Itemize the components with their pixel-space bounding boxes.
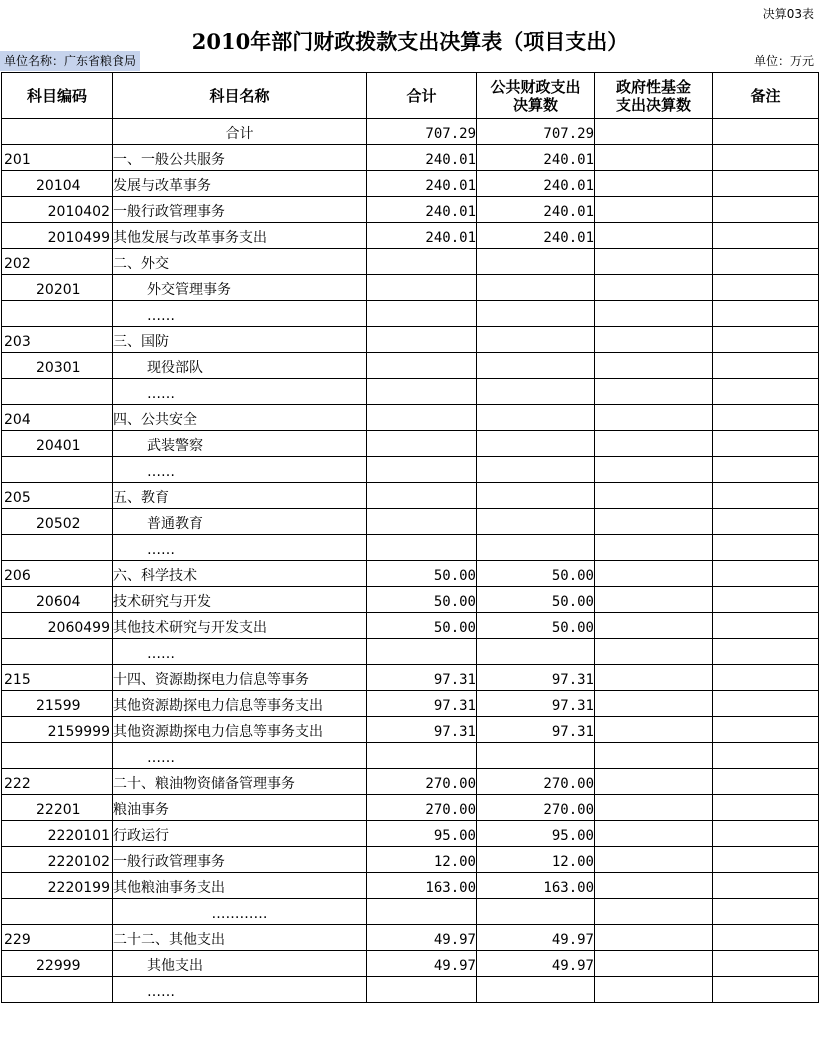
cell-total[interactable]	[367, 743, 477, 769]
header-code[interactable]: 科目编码	[2, 73, 113, 119]
header-public-expenditure[interactable]	[477, 73, 595, 119]
cell-remark[interactable]	[713, 145, 819, 171]
cell-public-expenditure[interactable]	[477, 301, 595, 327]
cell-total[interactable]	[367, 327, 477, 353]
cell-code[interactable]: 20604	[2, 587, 113, 613]
cell-total[interactable]	[367, 301, 477, 327]
table-row	[2, 717, 819, 743]
cell-code[interactable]	[2, 743, 113, 769]
cell-public-expenditure[interactable]: 270.00	[477, 795, 595, 821]
cell-public-expenditure[interactable]: 707.29	[477, 119, 595, 145]
cell-fund-expenditure[interactable]	[595, 353, 713, 379]
cell-total[interactable]	[367, 483, 477, 509]
cell-code[interactable]: 206	[2, 561, 113, 587]
cell-remark[interactable]	[713, 795, 819, 821]
cell-remark[interactable]	[713, 197, 819, 223]
cell-public-expenditure[interactable]: 49.97	[477, 951, 595, 977]
cell-remark[interactable]	[713, 873, 819, 899]
cell-code[interactable]	[2, 301, 113, 327]
cell-fund-expenditure[interactable]	[595, 977, 713, 1003]
cell-name[interactable]: …………	[113, 899, 367, 925]
cell-public-expenditure[interactable]: 240.01	[477, 145, 595, 171]
cell-public-expenditure[interactable]: 49.97	[477, 925, 595, 951]
cell-public-expenditure[interactable]	[477, 457, 595, 483]
cell-fund-expenditure[interactable]	[595, 483, 713, 509]
cell-total[interactable]: 240.01	[367, 223, 477, 249]
cell-code[interactable]: 2220101	[2, 821, 113, 847]
table-row	[2, 587, 819, 613]
cell-remark[interactable]	[713, 951, 819, 977]
cell-public-expenditure[interactable]: 12.00	[477, 847, 595, 873]
cell-code[interactable]	[2, 899, 113, 925]
cell-public-expenditure[interactable]: 240.01	[477, 171, 595, 197]
cell-public-expenditure[interactable]: 97.31	[477, 691, 595, 717]
cell-name[interactable]: 武装警察	[113, 431, 367, 457]
cell-code[interactable]: 21599	[2, 691, 113, 717]
cell-fund-expenditure[interactable]	[595, 301, 713, 327]
cell-code[interactable]: 2159999	[2, 717, 113, 743]
cell-remark[interactable]	[713, 249, 819, 275]
cell-name[interactable]: 发展与改革事务	[113, 171, 367, 197]
cell-code[interactable]: 22201	[2, 795, 113, 821]
cell-public-expenditure[interactable]	[477, 275, 595, 301]
cell-remark[interactable]	[713, 301, 819, 327]
cell-fund-expenditure[interactable]	[595, 275, 713, 301]
table-row	[2, 665, 819, 691]
cell-total[interactable]	[367, 379, 477, 405]
cell-fund-expenditure[interactable]	[595, 665, 713, 691]
cell-fund-expenditure[interactable]	[595, 249, 713, 275]
cell-public-expenditure[interactable]: 240.01	[477, 223, 595, 249]
cell-fund-expenditure[interactable]	[595, 951, 713, 977]
cell-public-expenditure[interactable]: 50.00	[477, 587, 595, 613]
cell-fund-expenditure[interactable]	[595, 457, 713, 483]
cell-public-expenditure[interactable]: 163.00	[477, 873, 595, 899]
cell-total[interactable]: 49.97	[367, 925, 477, 951]
currency-unit-label: 单位：万元	[753, 54, 814, 68]
table-row	[2, 301, 819, 327]
cell-remark[interactable]	[713, 535, 819, 561]
cell-fund-expenditure[interactable]	[595, 821, 713, 847]
cell-total[interactable]	[367, 535, 477, 561]
cell-fund-expenditure[interactable]	[595, 431, 713, 457]
cell-name[interactable]: 其他发展与改革事务支出	[113, 223, 367, 249]
cell-code[interactable]: 2010402	[2, 197, 113, 223]
cell-total[interactable]: 240.01	[367, 145, 477, 171]
table-header-row	[2, 73, 819, 119]
header-public-line2: 决算数	[512, 95, 558, 114]
cell-public-expenditure[interactable]	[477, 977, 595, 1003]
cell-total[interactable]	[367, 457, 477, 483]
table-row	[2, 847, 819, 873]
cell-total[interactable]	[367, 275, 477, 301]
cell-name[interactable]: 其他粮油事务支出	[113, 873, 367, 899]
cell-remark[interactable]	[713, 431, 819, 457]
cell-code[interactable]: 20401	[2, 431, 113, 457]
cell-remark[interactable]	[713, 379, 819, 405]
cell-fund-expenditure[interactable]	[595, 223, 713, 249]
cell-public-expenditure[interactable]	[477, 353, 595, 379]
table-row	[2, 795, 819, 821]
cell-total[interactable]	[367, 899, 477, 925]
cell-public-expenditure[interactable]	[477, 509, 595, 535]
cell-public-expenditure[interactable]	[477, 431, 595, 457]
table-row	[2, 457, 819, 483]
cell-name[interactable]: 其他支出	[113, 951, 367, 977]
cell-name[interactable]: 二十二、其他支出	[113, 925, 367, 951]
cell-public-expenditure[interactable]: 240.01	[477, 197, 595, 223]
cell-remark[interactable]	[713, 717, 819, 743]
cell-total[interactable]: 95.00	[367, 821, 477, 847]
cell-fund-expenditure[interactable]	[595, 925, 713, 951]
cell-remark[interactable]	[713, 405, 819, 431]
cell-remark[interactable]	[713, 275, 819, 301]
cell-total[interactable]: 97.31	[367, 691, 477, 717]
cell-code[interactable]: 229	[2, 925, 113, 951]
cell-name[interactable]: ……	[113, 743, 367, 769]
cell-remark[interactable]	[713, 665, 819, 691]
cell-code[interactable]: 222	[2, 769, 113, 795]
cell-name[interactable]: 其他技术研究与开发支出	[113, 613, 367, 639]
cell-total[interactable]: 49.97	[367, 951, 477, 977]
table-row	[2, 197, 819, 223]
cell-name[interactable]: 行政运行	[113, 821, 367, 847]
cell-total[interactable]: 240.01	[367, 171, 477, 197]
cell-remark[interactable]	[713, 769, 819, 795]
cell-total[interactable]	[367, 431, 477, 457]
cell-remark[interactable]	[713, 613, 819, 639]
cell-name[interactable]: 其他资源勘探电力信息等事务支出	[113, 691, 367, 717]
header-remark[interactable]: 备注	[713, 73, 819, 119]
cell-name[interactable]: ……	[113, 301, 367, 327]
cell-fund-expenditure[interactable]	[595, 899, 713, 925]
cell-name[interactable]: 外交管理事务	[113, 275, 367, 301]
cell-remark[interactable]	[713, 483, 819, 509]
cell-name[interactable]: 普通教育	[113, 509, 367, 535]
cell-fund-expenditure[interactable]	[595, 769, 713, 795]
cell-total[interactable]: 163.00	[367, 873, 477, 899]
table-row	[2, 509, 819, 535]
table-row	[2, 171, 819, 197]
table-row	[2, 873, 819, 899]
cell-fund-expenditure[interactable]	[595, 197, 713, 223]
cell-code[interactable]	[2, 119, 113, 145]
header-name[interactable]: 科目名称	[113, 73, 367, 119]
table-row	[2, 249, 819, 275]
cell-public-expenditure[interactable]	[477, 249, 595, 275]
cell-fund-expenditure[interactable]	[595, 145, 713, 171]
cell-code[interactable]: 20104	[2, 171, 113, 197]
cell-name[interactable]: 技术研究与开发	[113, 587, 367, 613]
cell-total[interactable]: 50.00	[367, 613, 477, 639]
cell-code[interactable]: 215	[2, 665, 113, 691]
cell-remark[interactable]	[713, 899, 819, 925]
cell-fund-expenditure[interactable]	[595, 561, 713, 587]
cell-remark[interactable]	[713, 353, 819, 379]
cell-code[interactable]: 20201	[2, 275, 113, 301]
cell-code[interactable]	[2, 639, 113, 665]
cell-public-expenditure[interactable]: 270.00	[477, 769, 595, 795]
cell-public-expenditure[interactable]: 97.31	[477, 717, 595, 743]
cell-fund-expenditure[interactable]	[595, 535, 713, 561]
cell-total[interactable]: 270.00	[367, 769, 477, 795]
cell-name[interactable]: 粮油事务	[113, 795, 367, 821]
cell-name[interactable]: 六、科学技术	[113, 561, 367, 587]
cell-total[interactable]: 97.31	[367, 717, 477, 743]
cell-name[interactable]: ……	[113, 535, 367, 561]
header-fund-line2: 支出决算数	[615, 95, 691, 114]
table-row	[2, 119, 819, 145]
cell-fund-expenditure[interactable]	[595, 613, 713, 639]
table-row	[2, 431, 819, 457]
cell-code[interactable]: 22999	[2, 951, 113, 977]
table-row	[2, 769, 819, 795]
unit-info-row	[0, 51, 820, 71]
cell-code[interactable]: 202	[2, 249, 113, 275]
table-row	[2, 223, 819, 249]
cell-remark[interactable]	[713, 639, 819, 665]
cell-name[interactable]: ……	[113, 457, 367, 483]
cell-public-expenditure[interactable]	[477, 899, 595, 925]
cell-public-expenditure[interactable]: 50.00	[477, 613, 595, 639]
table-row	[2, 691, 819, 717]
table-row	[2, 145, 819, 171]
cell-code[interactable]: 205	[2, 483, 113, 509]
cell-code[interactable]	[2, 379, 113, 405]
cell-code[interactable]: 2220102	[2, 847, 113, 873]
cell-public-expenditure[interactable]	[477, 483, 595, 509]
cell-name[interactable]: 五、教育	[113, 483, 367, 509]
table-row	[2, 379, 819, 405]
cell-code[interactable]: 2220199	[2, 873, 113, 899]
cell-fund-expenditure[interactable]	[595, 327, 713, 353]
table-row	[2, 405, 819, 431]
cell-fund-expenditure[interactable]	[595, 717, 713, 743]
table-row	[2, 327, 819, 353]
cell-remark[interactable]	[713, 327, 819, 353]
cell-total[interactable]: 707.29	[367, 119, 477, 145]
cell-code[interactable]	[2, 977, 113, 1003]
cell-remark[interactable]	[713, 977, 819, 1003]
table-row	[2, 639, 819, 665]
cell-name[interactable]: 二、外交	[113, 249, 367, 275]
cell-remark[interactable]	[713, 587, 819, 613]
table-row	[2, 977, 819, 1003]
cell-code[interactable]	[2, 535, 113, 561]
cell-total[interactable]	[367, 249, 477, 275]
cell-remark[interactable]	[713, 821, 819, 847]
cell-name[interactable]: 一般行政管理事务	[113, 847, 367, 873]
cell-code[interactable]: 203	[2, 327, 113, 353]
cell-total[interactable]	[367, 405, 477, 431]
cell-public-expenditure[interactable]: 97.31	[477, 665, 595, 691]
cell-name[interactable]: ……	[113, 639, 367, 665]
cell-total[interactable]	[367, 353, 477, 379]
table-row	[2, 951, 819, 977]
cell-total[interactable]: 50.00	[367, 561, 477, 587]
cell-code[interactable]	[2, 457, 113, 483]
cell-remark[interactable]	[713, 509, 819, 535]
page-title: 2010年部门财政拨款支出决算表（项目支出）	[191, 29, 629, 54]
cell-name[interactable]: 现役部队	[113, 353, 367, 379]
cell-name[interactable]: 三、国防	[113, 327, 367, 353]
cell-fund-expenditure[interactable]	[595, 873, 713, 899]
cell-name[interactable]: ……	[113, 977, 367, 1003]
cell-public-expenditure[interactable]: 95.00	[477, 821, 595, 847]
cell-code[interactable]: 204	[2, 405, 113, 431]
table-row	[2, 483, 819, 509]
table-row	[2, 561, 819, 587]
cell-name[interactable]: 一、一般公共服务	[113, 145, 367, 171]
header-total[interactable]: 合计	[367, 73, 477, 119]
cell-public-expenditure[interactable]: 50.00	[477, 561, 595, 587]
cell-code[interactable]: 2060499	[2, 613, 113, 639]
cell-code[interactable]: 201	[2, 145, 113, 171]
cell-public-expenditure[interactable]	[477, 639, 595, 665]
cell-fund-expenditure[interactable]	[595, 743, 713, 769]
table-row	[2, 613, 819, 639]
cell-total[interactable]: 97.31	[367, 665, 477, 691]
cell-remark[interactable]	[713, 171, 819, 197]
cell-total[interactable]: 12.00	[367, 847, 477, 873]
cell-total[interactable]: 270.00	[367, 795, 477, 821]
cell-code[interactable]: 20502	[2, 509, 113, 535]
table-row	[2, 925, 819, 951]
cell-remark[interactable]	[713, 743, 819, 769]
cell-name[interactable]: ……	[113, 379, 367, 405]
cell-total[interactable]: 240.01	[367, 197, 477, 223]
cell-fund-expenditure[interactable]	[595, 691, 713, 717]
form-number: 决算03表	[762, 7, 814, 21]
cell-fund-expenditure[interactable]	[595, 171, 713, 197]
cell-fund-expenditure[interactable]	[595, 639, 713, 665]
cell-fund-expenditure[interactable]	[595, 405, 713, 431]
cell-public-expenditure[interactable]	[477, 743, 595, 769]
cell-name[interactable]: 四、公共安全	[113, 405, 367, 431]
expenditure-table	[1, 72, 819, 1003]
cell-remark[interactable]	[713, 223, 819, 249]
header-fund-line1: 政府性基金	[615, 77, 691, 96]
cell-remark[interactable]	[713, 561, 819, 587]
cell-code[interactable]: 20301	[2, 353, 113, 379]
table-row	[2, 821, 819, 847]
cell-name[interactable]: 合计	[113, 119, 367, 145]
cell-total[interactable]: 50.00	[367, 587, 477, 613]
cell-fund-expenditure[interactable]	[595, 795, 713, 821]
cell-total[interactable]	[367, 977, 477, 1003]
cell-total[interactable]	[367, 639, 477, 665]
table-body	[2, 119, 819, 1003]
cell-fund-expenditure[interactable]	[595, 587, 713, 613]
cell-total[interactable]	[367, 509, 477, 535]
table-row	[2, 353, 819, 379]
unit-name-label[interactable]: 单位名称：广东省粮食局	[0, 51, 140, 71]
header-public-line1: 公共财政支出	[490, 77, 581, 96]
cell-public-expenditure[interactable]	[477, 379, 595, 405]
cell-code[interactable]: 2010499	[2, 223, 113, 249]
cell-fund-expenditure[interactable]	[595, 509, 713, 535]
cell-public-expenditure[interactable]	[477, 327, 595, 353]
table-row	[2, 743, 819, 769]
table-row	[2, 899, 819, 925]
cell-remark[interactable]	[713, 925, 819, 951]
cell-remark[interactable]	[713, 691, 819, 717]
cell-name[interactable]: 其他资源勘探电力信息等事务支出	[113, 717, 367, 743]
cell-name[interactable]: 十四、资源勘探电力信息等事务	[113, 665, 367, 691]
table-row	[2, 535, 819, 561]
cell-name[interactable]: 一般行政管理事务	[113, 197, 367, 223]
cell-public-expenditure[interactable]	[477, 405, 595, 431]
cell-fund-expenditure[interactable]	[595, 379, 713, 405]
cell-fund-expenditure[interactable]	[595, 119, 713, 145]
cell-name[interactable]: 二十、粮油物资储备管理事务	[113, 769, 367, 795]
table-row	[2, 275, 819, 301]
header-fund-expenditure[interactable]	[595, 73, 713, 119]
cell-remark[interactable]	[713, 457, 819, 483]
cell-public-expenditure[interactable]	[477, 535, 595, 561]
cell-fund-expenditure[interactable]	[595, 847, 713, 873]
cell-remark[interactable]	[713, 847, 819, 873]
cell-remark[interactable]	[713, 119, 819, 145]
